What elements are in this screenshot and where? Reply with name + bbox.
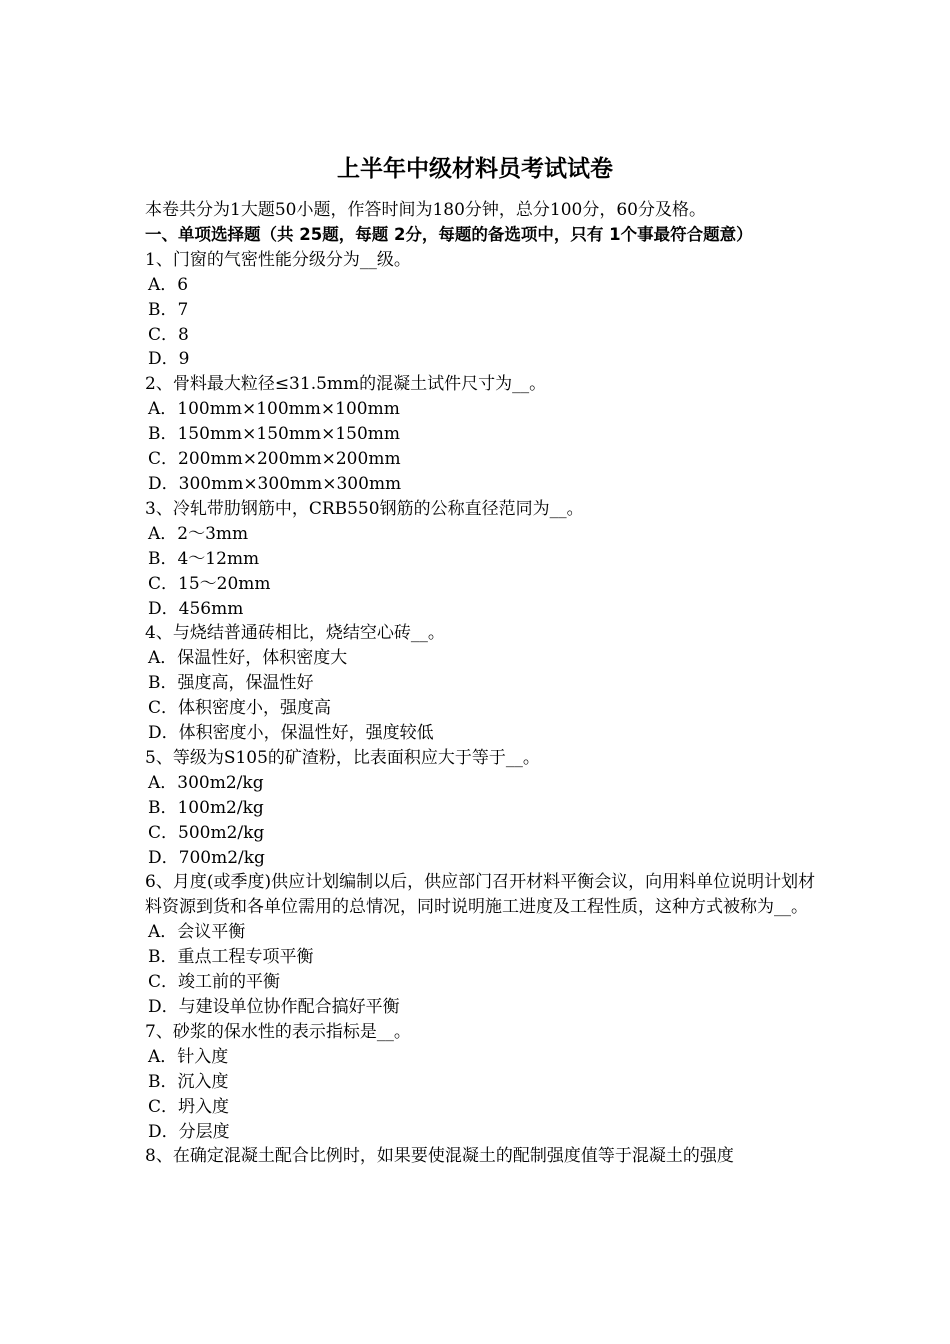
question-stem: 2、骨料最大粒径≤31.5mm的混凝土试件尺寸为__。 — [145, 374, 547, 395]
option-d: D．分层度 — [148, 1121, 230, 1142]
option-b: B．100m2/kg — [148, 797, 264, 818]
option-b: B．4～12mm — [148, 548, 260, 569]
option-c: C．500m2/kg — [148, 822, 265, 843]
question-1 — [145, 248, 825, 373]
option-c: C．竣工前的平衡 — [148, 972, 281, 993]
option-a: A．会议平衡 — [148, 922, 246, 943]
option-a: A．针入度 — [148, 1046, 229, 1067]
section-heading: 一、单项选择题（共 25题，每题 2分，每题的备选项中，只有 1个事最符合题意） — [145, 224, 753, 244]
question-5 — [145, 746, 825, 871]
question-3 — [145, 497, 825, 622]
option-d: D．体积密度小，保温性好，强度较低 — [148, 723, 434, 744]
option-c: C．体积密度小，强度高 — [148, 698, 332, 719]
question-stem: 5、等级为S105的矿渣粉，比表面积应大于等于__。 — [145, 747, 540, 768]
question-stem: 8、在确定混凝土配合比例时，如果要使混凝土的配制强度值等于混凝土的强度 — [145, 1146, 734, 1167]
option-c: C．200mm×200mm×200mm — [148, 449, 401, 470]
option-c: C．坍入度 — [148, 1096, 230, 1117]
option-b: B．强度高，保温性好 — [148, 673, 314, 694]
option-d: D．与建设单位协作配合搞好平衡 — [148, 997, 400, 1017]
option-b: B．7 — [148, 299, 189, 320]
question-6 — [145, 870, 825, 1019]
option-d: D．456mm — [148, 598, 244, 619]
option-a: A．保温性好，体积密度大 — [148, 648, 348, 669]
option-d: D．9 — [148, 349, 190, 370]
option-a: A．6 — [148, 274, 189, 295]
option-b: B．重点工程专项平衡 — [148, 947, 314, 968]
question-8 — [145, 1144, 825, 1169]
option-c: C．8 — [148, 324, 189, 345]
option-a: A．300m2/kg — [148, 772, 264, 793]
option-d: D．700m2/kg — [148, 847, 265, 868]
question-stem: 3、冷轧带肋钢筋中，CRB550钢筋的公称直径范同为__。 — [145, 498, 584, 519]
option-b: B．沉入度 — [148, 1071, 229, 1092]
question-stem: 1、门窗的气密性能分级分为__级。 — [145, 249, 411, 270]
exam-intro: 本卷共分为1大题50小题，作答时间为180分钟，总分100分，60分及格。 — [145, 200, 706, 220]
document-body — [145, 198, 825, 1169]
document-title: 上半年中级材料员考试试卷 — [337, 156, 613, 182]
option-c: C．15～20mm — [148, 573, 271, 594]
option-d: D．300mm×300mm×300mm — [148, 473, 402, 494]
option-a: A．2～3mm — [148, 523, 249, 544]
question-4 — [145, 621, 825, 746]
question-stem: 7、砂浆的保水性的表示指标是__。 — [145, 1021, 411, 1042]
question-7 — [145, 1020, 825, 1145]
question-stem: 4、与烧结普通砖相比，烧结空心砖__。 — [145, 623, 445, 644]
option-b: B．150mm×150mm×150mm — [148, 424, 401, 445]
question-stem: 6、月度(或季度)供应计划编制以后，供应部门召开材料平衡会议，向用料单位说明计划材料资源到货和各单位需用的总情况，同时说明施工进度及工程性质，这种方式被称为__。 — [145, 872, 816, 918]
question-2 — [145, 372, 825, 497]
option-a: A．100mm×100mm×100mm — [148, 399, 400, 420]
